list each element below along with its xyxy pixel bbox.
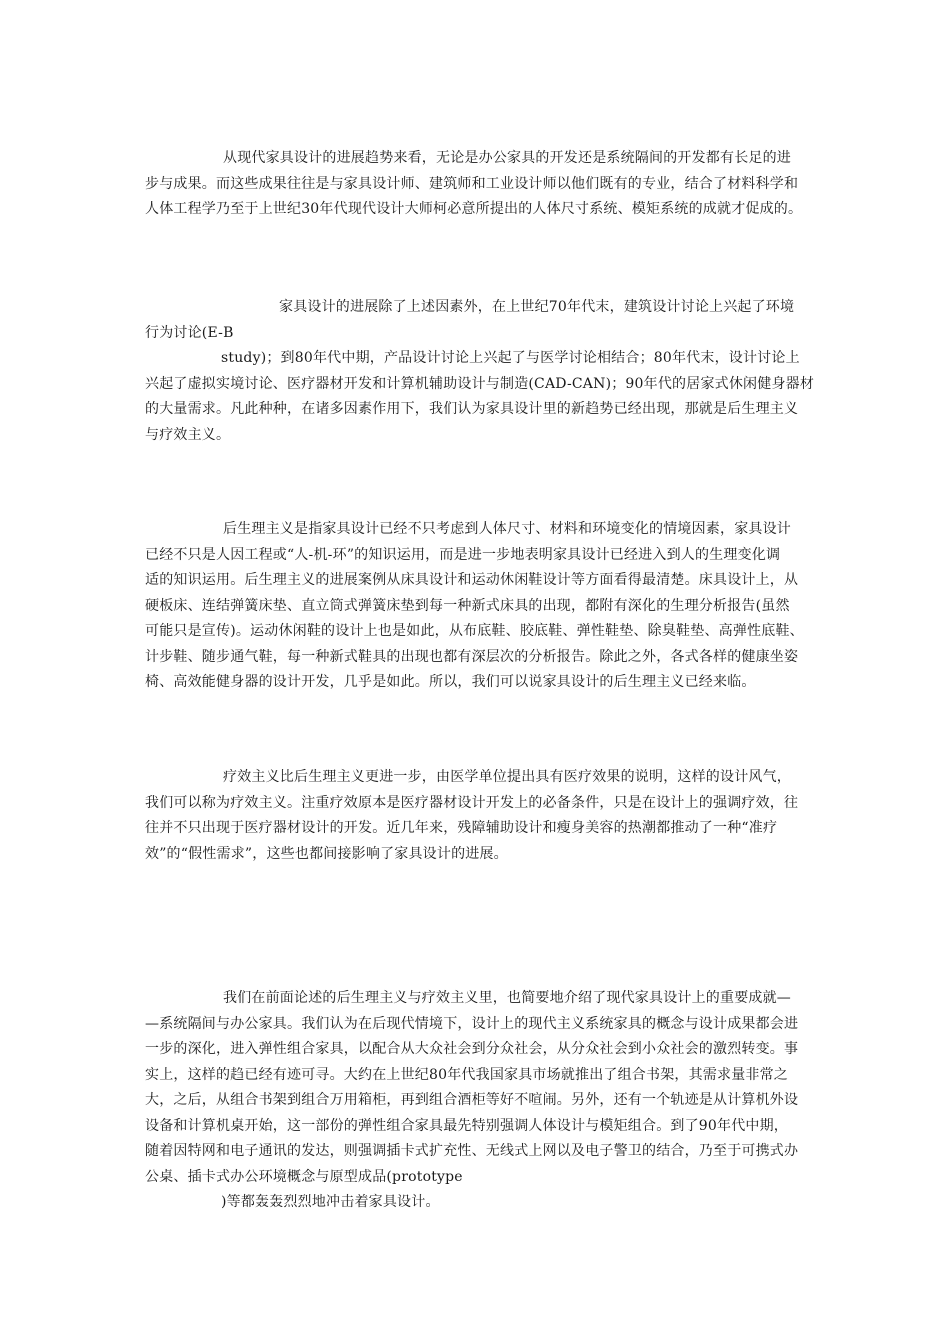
paragraph-trend-overview: [145, 146, 807, 223]
text-line: 兴起了虚拟实境讨论、医疗器材开发和计算机辅助设计与制造(CAD-CAN)；90年代的居家式休闲健身器材: [145, 375, 815, 392]
paragraph-new-trends: [145, 295, 815, 448]
text-line: 家具设计的进展除了上述因素外，在上世纪70年代末，建筑设计讨论上兴起了环境: [279, 299, 795, 315]
text-line: 大，之后，从组合书架到组合万用箱柜，再到组合酒柜等好不喧闹。另外，还有一个轨迹是从计算机外设: [145, 1092, 799, 1108]
text-line: 随着因特网和电子通讯的发达，则强调插卡式扩充性、无线式上网以及电子警卫的结合，乃至于可携式办: [145, 1143, 799, 1159]
paragraph-post-physiology: [145, 517, 807, 696]
text-line: 硬板床、连结弹簧床垫、直立筒式弹簧床垫到每一种新式床具的出现，都附有深化的生理分析报告(虽然: [145, 597, 790, 614]
text-line: 步与成果。而这些成果往往是与家具设计师、建筑师和工业设计师以他们既有的专业，结合了材料科学和: [145, 175, 799, 192]
text-line: 已经不只是人因工程或“人-机-环”的知识运用，而是进一步地表明家具设计已经进入到人的生理变化调: [145, 546, 781, 563]
text-line: 与疗效主义。: [145, 426, 231, 443]
text-line: 人体工程学乃至于上世纪30年代现代设计大师柯必意所提出的人体尺寸系统、模矩系统的成就才促成的。: [145, 201, 803, 217]
text-line: 椅、高效能健身器的设计开发，几乎是如此。所以，我们可以说家具设计的后生理主义已经来临。: [145, 674, 756, 690]
text-line: 设备和计算机桌开始，这一部份的弹性组合家具最先特别强调人体设计与模矩组合。到了90年代中期，: [145, 1117, 789, 1134]
text-line: 实上，这样的趋已经有迹可寻。大约在上世纪80年代我国家具市场就推出了组合书架，其需求量非常之: [145, 1066, 789, 1083]
text-line: 适的知识运用。后生理主义的进展案例从床具设计和运动休闲鞋设计等方面看得最清楚。床具设计上，从: [145, 572, 799, 588]
text-line: study)；到80年代中期，产品设计讨论上兴起了与医学讨论相结合；80年代末，设计讨论上: [221, 350, 800, 366]
text-line: 我们在前面论述的后生理主义与疗效主义里，也简要地介绍了现代家具设计上的重要成就—: [223, 990, 791, 1006]
text-line: 行为讨论(E-B: [145, 324, 234, 341]
text-line: 计步鞋、随步通气鞋，每一种新式鞋具的出现也都有深层次的分析报告。除此之外，各式各样的健康坐姿: [145, 648, 799, 665]
text-line: 疗效主义比后生理主义更进一步，由医学单位提出具有医疗效果的说明，这样的设计风气，: [223, 769, 791, 785]
text-line: 往并不只出现于医疗器材设计的开发。近几年来，残障辅助设计和瘦身美容的热潮都推动了一种“准疗: [145, 820, 778, 836]
text-line: 后生理主义是指家具设计已经不只考虑到人体尺寸、材料和环境变化的情境因素，家具设计: [223, 521, 791, 537]
text-line: 从现代家具设计的进展趋势来看，无论是办公家具的开发还是系统隔间的开发都有长足的进: [223, 150, 791, 166]
text-line: 的大量需求。凡此种种，在诸多因素作用下，我们认为家具设计里的新趋势已经出现，那就是后生理主义: [145, 401, 799, 417]
text-line: 我们可以称为疗效主义。注重疗效原本是医疗器材设计开发上的必备条件，只是在设计上的强调疗效，往: [145, 794, 799, 811]
text-line: 一步的深化，进入弹性组合家具，以配合从大众社会到分众社会，从分众社会到小众社会的激烈转变。事: [145, 1041, 799, 1057]
text-line: 公桌、插卡式办公环境概念与原型成品(prototype: [145, 1168, 463, 1185]
text-line: 效”的“假性需求”，这些也都间接影响了家具设计的进展。: [145, 845, 508, 862]
paragraph-system-furniture: [145, 986, 807, 1216]
text-line: —系统隔间与办公家具。我们认为在后现代情境下，设计上的现代主义系统家具的概念与设计成果都会进: [145, 1015, 799, 1032]
paragraph-therapeutic: [145, 765, 807, 867]
text-line: )等都轰轰烈烈地冲击着家具设计。: [221, 1194, 440, 1210]
text-line: 可能只是宣传)。运动休闲鞋的设计上也是如此，从布底鞋、胶底鞋、弹性鞋垫、除臭鞋垫、高弹性底鞋、: [145, 623, 804, 639]
